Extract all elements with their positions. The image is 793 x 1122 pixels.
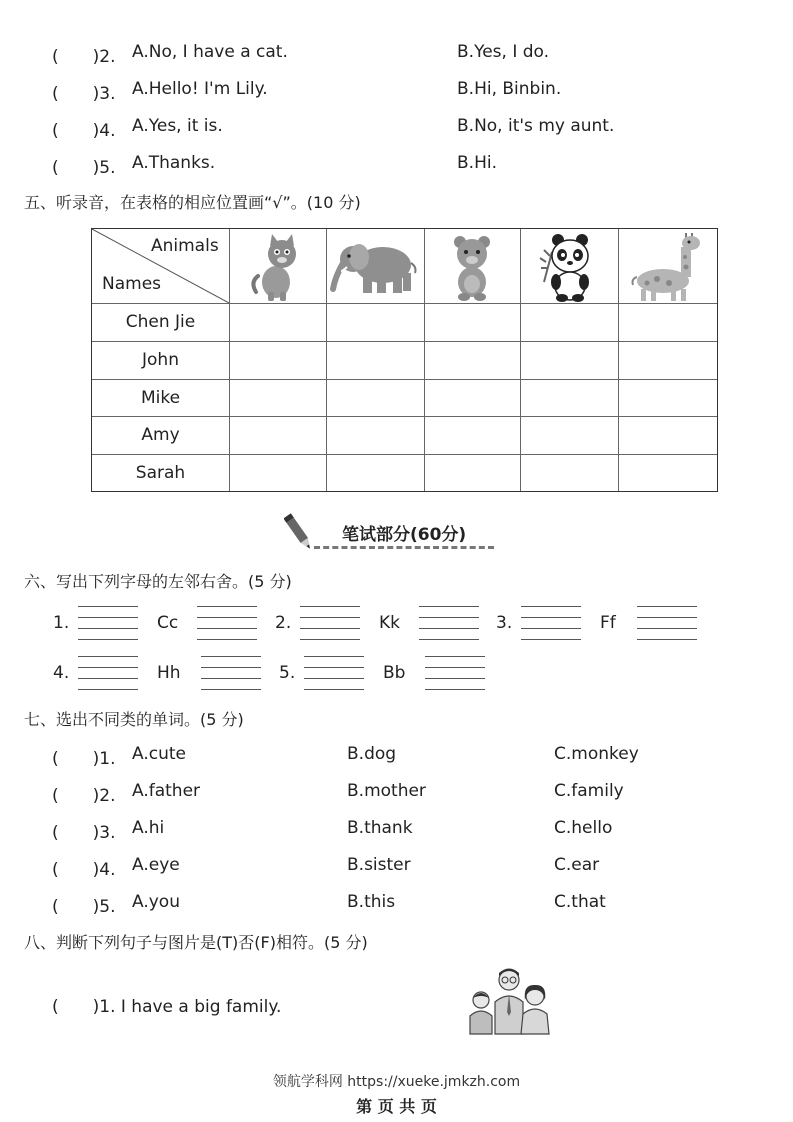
animal-table — [91, 228, 718, 492]
s7-item-5-num: ( )5. — [52, 897, 116, 917]
answer-lines-2-right[interactable] — [419, 606, 479, 640]
letter-item-1-letter: Cc — [157, 613, 179, 633]
row-name-chen-jie: Chen Jie — [125, 312, 196, 332]
written-banner-title: 笔试部分(60分) — [342, 525, 467, 545]
answer-lines-5-left[interactable] — [304, 656, 364, 690]
letter-item-2-num: 2. — [275, 613, 292, 633]
section4-item-4-option-a: A.Yes, it is. — [132, 116, 223, 136]
section5-heading: 五、听录音，在表格的相应位置画“√”。(10 分) — [24, 193, 361, 212]
elephant-icon — [326, 231, 424, 303]
header-animals-label: Animals — [151, 236, 219, 256]
letter-item-3-letter: Ff — [600, 613, 616, 633]
section8-heading: 八、判断下列句子与图片是(T)否(F)相符。(5 分) — [24, 933, 368, 952]
s7-item-5-option-a: A.you — [132, 892, 180, 912]
answer-lines-5-right[interactable] — [425, 656, 485, 690]
letter-item-4-letter: Hh — [157, 663, 181, 683]
letter-item-2-letter: Kk — [379, 613, 400, 633]
s8-item-1: ( )1. I have a big family. — [52, 997, 282, 1017]
cat-icon — [229, 231, 326, 303]
s7-item-4-option-c: C.ear — [554, 855, 600, 875]
s7-item-3-num: ( )3. — [52, 823, 116, 843]
panda-icon — [520, 231, 618, 303]
letter-item-4-num: 4. — [53, 663, 70, 683]
answer-lines-2-left[interactable] — [300, 606, 360, 640]
header-names-label: Names — [102, 274, 162, 294]
pencil-icon — [284, 510, 314, 554]
letter-item-3-num: 3. — [496, 613, 513, 633]
row-name-mike: Mike — [140, 388, 181, 408]
section4-item-3-num: ( )3. — [52, 84, 116, 104]
answer-lines-1-left[interactable] — [78, 606, 138, 640]
answer-lines-3-left[interactable] — [521, 606, 581, 640]
s7-item-4-option-a: A.eye — [132, 855, 180, 875]
s7-item-1-option-c: C.monkey — [554, 744, 639, 764]
section4-item-3-option-a: A.Hello! I'm Lily. — [132, 79, 268, 99]
s7-item-1-option-b: B.dog — [347, 744, 397, 764]
section4-item-5-option-a: A.Thanks. — [132, 153, 216, 173]
s7-item-3-option-a: A.hi — [132, 818, 165, 838]
family-picture — [465, 966, 553, 1036]
letter-item-5-letter: Bb — [383, 663, 406, 683]
answer-lines-4-left[interactable] — [78, 656, 138, 690]
section4-item-2-option-b: B.Yes, I do. — [457, 42, 550, 62]
footer-page: 第 页 共 页 — [356, 1097, 437, 1116]
answer-lines-4-right[interactable] — [201, 656, 261, 690]
s7-item-1-option-a: A.cute — [132, 744, 186, 764]
section4-item-2-option-a: A.No, I have a cat. — [132, 42, 288, 62]
s7-item-2-option-a: A.father — [132, 781, 201, 801]
giraffe-icon — [618, 231, 716, 303]
s7-item-3-option-c: C.hello — [554, 818, 613, 838]
s7-item-1-num: ( )1. — [52, 749, 116, 769]
bear-icon — [424, 231, 520, 303]
section6-heading: 六、写出下列字母的左邻右舍。(5 分) — [24, 572, 292, 591]
s7-item-5-option-b: B.this — [347, 892, 396, 912]
section4-item-4-option-b: B.No, it's my aunt. — [457, 116, 615, 136]
section4-item-5-option-b: B.Hi. — [457, 153, 497, 173]
letter-item-5-num: 5. — [279, 663, 296, 683]
section7-heading: 七、选出不同类的单词。(5 分) — [24, 710, 244, 729]
s7-item-2-option-b: B.mother — [347, 781, 426, 801]
written-banner — [284, 510, 498, 554]
row-name-john: John — [142, 350, 179, 370]
row-name-amy: Amy — [141, 425, 180, 445]
row-name-sarah: Sarah — [135, 463, 186, 483]
section4-item-5-num: ( )5. — [52, 158, 116, 178]
s7-item-5-option-c: C.that — [554, 892, 606, 912]
s7-item-2-num: ( )2. — [52, 786, 116, 806]
footer-site: 领航学科网 https://xueke.jmkzh.com — [272, 1074, 521, 1090]
s7-item-3-option-b: B.thank — [347, 818, 413, 838]
answer-lines-1-right[interactable] — [197, 606, 257, 640]
s7-item-4-option-b: B.sister — [347, 855, 411, 875]
s7-item-4-num: ( )4. — [52, 860, 116, 880]
s7-item-2-option-c: C.family — [554, 781, 624, 801]
section4-item-3-option-b: B.Hi, Binbin. — [457, 79, 562, 99]
letter-item-1-num: 1. — [53, 613, 70, 633]
section4-item-4-num: ( )4. — [52, 121, 116, 141]
section4-item-2-num: ( )2. — [52, 47, 116, 67]
answer-lines-3-right[interactable] — [637, 606, 697, 640]
